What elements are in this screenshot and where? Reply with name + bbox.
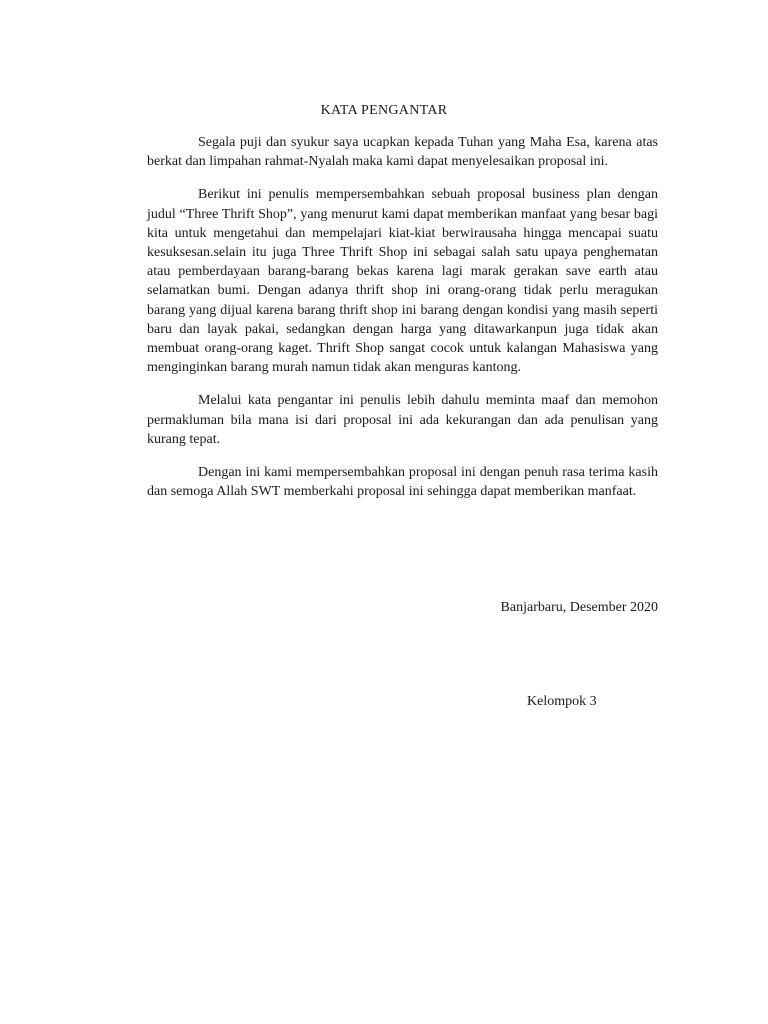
group-signature: Kelompok 3 <box>527 694 597 709</box>
body-text <box>147 133 658 515</box>
paragraph-4: Dengan ini kami mempersembahkan proposal ini dengan penuh rasa terima kasih dan semoga Allah SWT memberkahi proposal ini sehingga dapat memberikan manfaat. <box>147 465 658 500</box>
place-date: Banjarbaru, Desember 2020 <box>500 600 658 615</box>
page-title: KATA PENGANTAR <box>320 103 448 118</box>
paragraph-3: Melalui kata pengantar ini penulis lebih dahulu meminta maaf dan memohon permakluman bila mana isi dari proposal ini ada kekurangan dan ada penulisan yang kurang tepat. <box>147 393 658 447</box>
paragraph-1: Segala puji dan syukur saya ucapkan kepada Tuhan yang Maha Esa, karena atas berkat dan limpahan rahmat-Nyalah maka kami dapat menyelesaikan proposal ini. <box>147 135 658 170</box>
paragraph-2: Berikut ini penulis mempersembahkan sebuah proposal business plan dengan judul “Three Thrift Shop”, yang menurut kami dapat memberikan manfaat yang besar bagi kita untuk mengetahui dan mempelajari kiat-kiat berwirausaha hingga mencapai suatu kesuksesan.selain itu juga Three Thrift Shop ini sebagai salah satu upaya penghematan atau pemberdayaan barang-barang bekas karena lagi marak gerakan save earth atau selamatkan bumi. Dengan adanya thrift shop ini orang-orang tidak perlu meragukan barang yang dijual karena barang thrift shop ini barang dengan kondisi yang masih seperti baru dan layak pakai, sedangkan dengan harga yang ditawarkanpun juga tidak akan membuat orang-orang kaget. Thrift Shop sangat cocok untuk kalangan Mahasiswa yang menginginkan barang murah namun tidak akan menguras kantong. <box>147 187 658 376</box>
